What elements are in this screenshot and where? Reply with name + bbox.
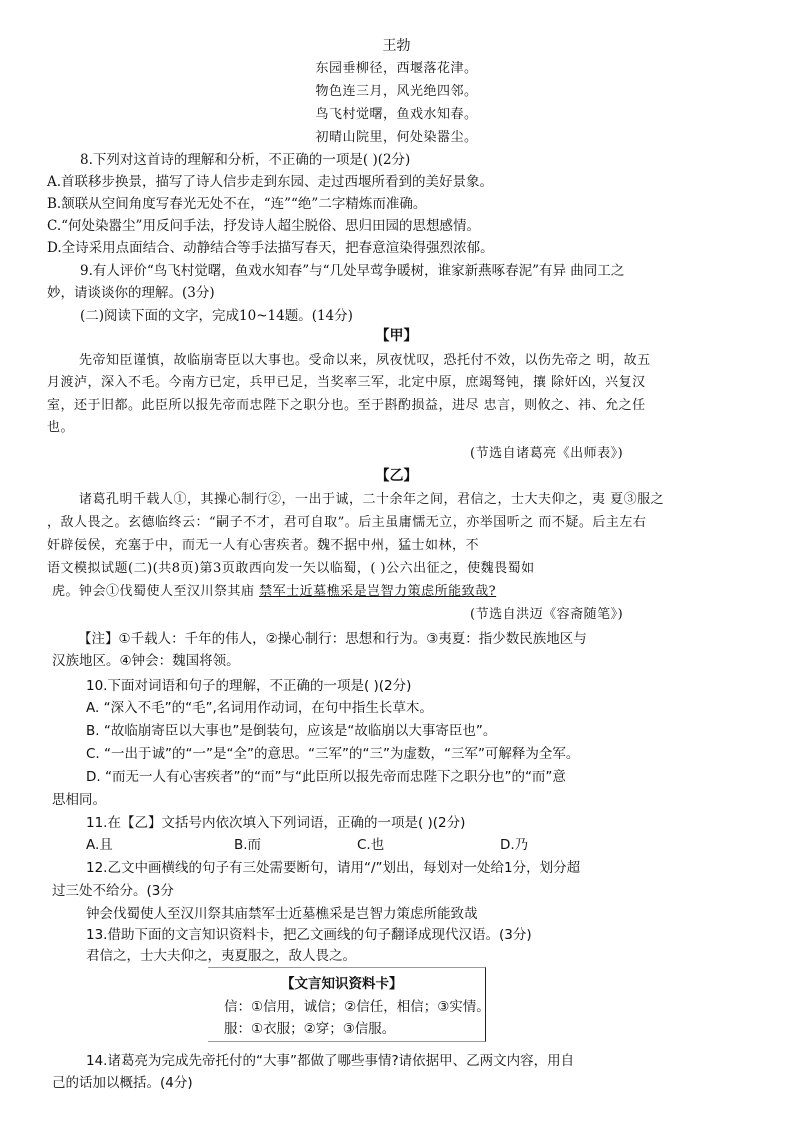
question-10-option-b: B. “故临崩寄臣以大事也”是倒装句，应该是“故临崩以大事寄臣也”。: [86, 723, 497, 739]
question-10-option-d-cont: 思相同。: [52, 792, 106, 808]
question-14-line: 14.诸葛亮为完成先帝托付的“大事”都做了哪些事情?请依据甲、乙两文内容，用自: [86, 1053, 575, 1069]
question-8-option-d: D.全诗采用点面结合、动静结合等手法描写春天，把春意渲染得强烈浓郁。: [47, 240, 494, 256]
question-12-line: 12.乙文中画横线的句子有三处需要断句，请用“/”划出，每划对一处给1分，划分超: [86, 860, 581, 876]
passage-yi-source: (节选自洪迈《容斋随笔》): [470, 607, 624, 622]
passage-jia-source: (节选自诸葛亮《出师表》): [470, 446, 624, 461]
annotation-line: 汉族地区。④钟会：魏国将领。: [52, 653, 240, 669]
question-11-option-c: C.也: [357, 837, 385, 853]
question-10-option-c: C. “一出于诚”的“一”是“全”的意思。“三军”的“三”为虚数，“三军”可解释为全军。: [86, 746, 580, 762]
passage-yi-title: 【乙】: [375, 468, 418, 484]
question-10-option-a: A. “深入不毛”的“毛”,名词用作动词，在句中指生长草木。: [86, 700, 433, 716]
passage-jia-title: 【甲】: [375, 328, 418, 344]
passage-yi-line: [52, 582, 496, 602]
section-2-heading: (二)阅读下面的文字，完成10~14题。(14分): [80, 308, 353, 324]
question-14-line: 己的话加以概括。(4分): [52, 1075, 193, 1091]
knowledge-card-entry-fu: 服：①衣服；②穿；③信服。: [224, 1021, 396, 1037]
poem-line: 初晴山院里，何处染嚣尘。: [315, 130, 478, 145]
question-10-stem: 10.下面对词语和句子的理解，不正确的一项是( )(2分): [86, 678, 412, 694]
question-13-stem: 13.借助下面的文言知识资料卡，把乙文画线的句子翻译成现代汉语。(3分): [86, 927, 532, 943]
question-13-sentence: 君信之，士大夫仰之，夷夏服之，敌人畏之。: [86, 948, 356, 964]
question-11-option-b: B.而: [234, 837, 262, 853]
passage-yi-text: 虎。钟会①伐蜀使人至汉川祭其庙: [52, 584, 260, 599]
passage-jia-line: 月渡泸，深入不毛。今南方已定，兵甲已足，当奖率三军，北定中原，庶竭驽钝，攘 除奸凶，兴复汉: [47, 375, 646, 390]
question-9-line: 9.有人评价“鸟飞村觉曙，鱼戏水知春”与“几处早莺争暖树，谁家新燕啄春泥”有异 曲同工之: [80, 263, 625, 279]
question-8-option-a: A.首联移步换景，描写了诗人信步走到东园、走过西堰所看到的美好景象。: [47, 174, 494, 190]
poem-line: 东园垂柳径，西堰落花津。: [315, 61, 478, 76]
underlined-sentence: 禁军士近墓樵采是岂智力策虑所能致哉?: [259, 584, 497, 599]
passage-yi-line: ，敌人畏之。玄德临终云：“嗣子不才，君可自取”。后主虽庸懦无立，亦举国听之 而不疑。后主左右: [47, 515, 647, 530]
question-9-line: 妙，请谈谈你的理解。(3分): [47, 285, 215, 301]
poem-line: 鸟飞村觉曙，鱼戏水知春。: [315, 107, 478, 122]
passage-yi-line: 语文模拟试题(二)(共8页)第3页敢西向发一矢以临蜀，( )公六出征之，使魏畏蜀如: [47, 561, 535, 576]
question-8-option-b: B.颔联从空间角度写春光无处不在，“连”“绝”二字精炼而准确。: [47, 196, 427, 212]
knowledge-card-title: 【文言知识资料卡】: [281, 976, 403, 992]
question-8-option-c: C.“何处染嚣尘”用反问手法，抒发诗人超尘脱俗、思归田园的思想感情。: [47, 218, 480, 234]
question-11-stem: 11.在【乙】文括号内依次填入下列词语，正确的一项是( )(2分): [86, 815, 466, 831]
passage-jia-line: 先帝知臣谨慎，故临崩寄臣以大事也。受命以来，夙夜忧叹，恐托付不效，以伤先帝之 明，故五: [79, 353, 651, 368]
question-11-option-a: A.且: [86, 837, 113, 853]
question-10-option-d: D. “而无一人有心害疾者”的“而”与“此臣所以报先帝而忠陛下之职分也”的“而”意: [86, 769, 566, 785]
question-12-sentence: 钟会伐蜀使人至汉川祭其庙禁军士近墓樵采是岂智力策虑所能致哉: [86, 906, 478, 922]
passage-yi-line: 诸葛孔明千载人①，其操心制行②，一出于诚，二十余年之间，君信之，士大夫仰之，夷 夏③服之: [79, 492, 665, 507]
knowledge-card-entry-xin: 信：①信用，诚信；②信任，相信；③实情。: [224, 999, 490, 1015]
question-11-option-d: D.乃: [500, 837, 529, 853]
question-12-line: 过三处不给分。(3分: [52, 883, 174, 899]
annotation-line: 【注】①千载人：千年的伟人，②操心制行：思想和行为。③夷夏：指少数民族地区与: [78, 631, 587, 647]
poem-line: 物色连三月，风光绝四邻。: [315, 84, 478, 99]
question-8-stem: 8.下列对这首诗的理解和分析，不正确的一项是( )(2分): [80, 152, 411, 168]
passage-jia-line: 也。: [47, 420, 75, 435]
passage-yi-line: 奸辟佞侯，充塞于中，而无一人有心害疾者。魏不据中州，猛士如林，不: [47, 538, 480, 553]
poem-author: 王勃: [382, 38, 411, 54]
passage-jia-line: 室，还于旧都。此臣所以报先帝而忠陛下之职分也。至于斟酌损益，进尽 忠言，则攸之、祎、允之任: [47, 398, 646, 413]
